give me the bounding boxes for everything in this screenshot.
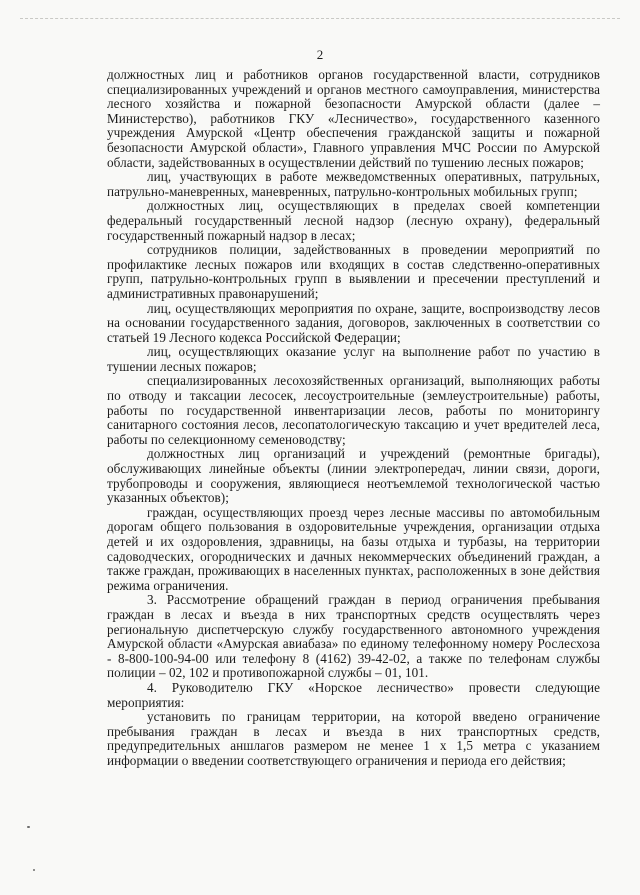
paragraph-supervision: должностных лиц, осуществляющих в пределах своей компетенции федеральный государственный лесной надзор (лесную охрану), федеральный государственный пожарный надзор в лесах;	[107, 198, 600, 243]
document-body	[107, 68, 600, 769]
paragraph-linear-objects: должностных лиц организаций и учреждений (ремонтные бригады), обслуживающих линейные объекты (линии электропередач, линии связи, дороги, трубопроводы и сооружения, являющиеся неотъемлемой технологической частью указанных объектов);	[107, 446, 600, 506]
scan-speck	[33, 869, 35, 871]
page-number: 2	[316, 47, 324, 62]
paragraph-forest-protection: лиц, осуществляющих мероприятия по охране, защите, воспроизводству лесов на основании государственного задания, договоров, заключенных в соответствии со статьей 19 Лесного кодекса Российской Федерации;	[107, 300, 600, 345]
paragraph-forestry-organizations: специализированных лесохозяйственных организаций, выполняющих работы по отводу и таксации лесосек, лесоустроительные (землеустроительные) работы, работы по государственной инвентаризации лесов, работы по мониторингу санитарного состояния лесов, лесопатологическую таксацию и учет вредителей леса, работы по селекционному семеноводству;	[107, 373, 600, 447]
scan-speck	[27, 826, 30, 828]
paragraph-item-3: 3. Рассмотрение обращений граждан в период ограничения пребывания граждан в лесах и въезда в них транспортных средств осуществлять через региональную диспетчерскую службу государственного автономного учреждения Амурской области «Амурская авиабаза» по единому телефонному номеру Рослесхоза - 8-800-100-94-00 или телефону 8 (4162) 39-42-02, а также по телефонам службы полиции – 02, 102 и противопожарной службы – 01, 101.	[107, 592, 600, 681]
paragraph-mobile-groups: лиц, участвующих в работе межведомственных оперативных, патрульных, патрульно-маневренных, маневренных, патрульно-контрольных мобильных групп;	[107, 169, 600, 199]
paragraph-police: сотрудников полиции, задействованных в проведении мероприятий по профилактике лесных пожаров или входящих в состав следственно-оперативных групп, патрульно-контрольных групп в выявлении и пресечении преступлений и административных правонарушений;	[107, 242, 600, 301]
scan-top-edge	[20, 18, 620, 20]
paragraph-warning-signs: установить по границам территории, на которой введено ограничение пребывания граждан в лесах и въезда в них транспортных средств, предупредительных аншлагов размером не менее 1 х 1,5 метра с указанием информации о введении соответствующего ограничения и периода его действия;	[107, 709, 600, 768]
paragraph-officials: должностных лиц и работников органов государственной власти, сотрудников специализированных учреждений и органов местного самоуправления, министерства лесного хозяйства и пожарной безопасности Амурской области (далее – Министерство), работников ГКУ «Лесничество», государственного казенного учреждения Амурской «Центр обеспечения гражданской защиты и пожарной безопасности Амурской области», Главного управления МЧС России по Амурской области, задействованных в осуществлении действий по тушению лесных пожаров;	[107, 67, 600, 170]
paragraph-item-4: 4. Руководителю ГКУ «Норское лесничество» провести следующие мероприятия:	[107, 679, 600, 710]
paragraph-firefighting-services: лиц, осуществляющих оказание услуг на выполнение работ по участию в тушении лесных пожаров;	[107, 344, 600, 374]
paragraph-citizens-transit: граждан, осуществляющих проезд через лесные массивы по автомобильным дорогам общего пользования в оздоровительные учреждения, организации отдыха детей и их оздоровления, здравницы, на базы отдыха и турбазы, на территории садоводческих, огороднических и дачных некоммерческих объединений граждан, а также граждан, проживающих в населенных пунктах, расположенных в зоне действия режима ограничения.	[107, 504, 600, 593]
